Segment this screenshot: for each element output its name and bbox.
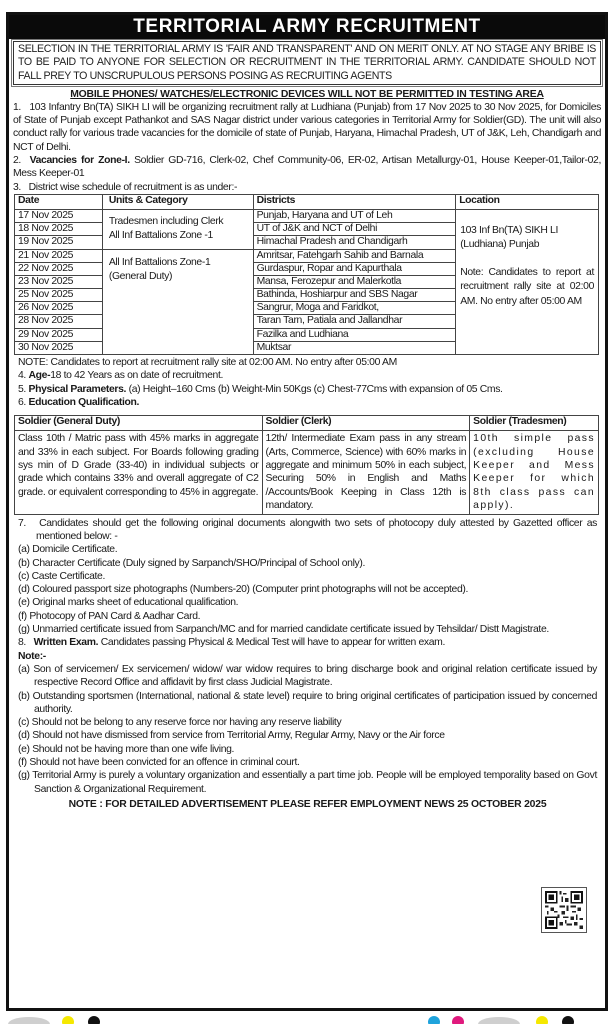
para-6 (18, 396, 597, 409)
item-mark: (d) (18, 730, 30, 742)
schedule-note: NOTE: Candidates to report at recruitment rally site at 02:00 AM. No entry after 05:00 AM (18, 357, 397, 369)
final-note: NOTE : FOR DETAILED ADVERTISEMENT PLEASE REFER EMPLOYMENT NEWS 25 OCTOBER 2025 (68, 798, 547, 810)
item-mark: (g) (18, 624, 30, 636)
schedule-date: 19 Nov 2025 (15, 236, 103, 249)
para-label: Vacancies for Zone-I. (29, 155, 130, 167)
category-line: All Inf Battalions Zone-1 (108, 256, 211, 268)
list-item (18, 756, 597, 769)
schedule-date: 21 Nov 2025 (15, 249, 103, 262)
item-text: Coloured passport size photographs (Numbers-20) (Computer print photographs will not be accepted). (32, 584, 469, 596)
qualification-tradesmen (470, 431, 599, 514)
para-label: Education Qualification. (28, 396, 140, 408)
schedule-date: 23 Nov 2025 (15, 275, 103, 288)
schedule-date: 22 Nov 2025 (15, 262, 103, 275)
schedule-district: Amritsar, Fatehgarh Sahib and Barnala (253, 249, 456, 262)
list-item (18, 716, 597, 729)
para-label: Physical Parameters. (28, 383, 127, 395)
schedule-district: Mansa, Ferozepur and Malerkotla (253, 275, 456, 288)
para-3 (13, 181, 601, 194)
item-text: Domicile Certificate. (32, 544, 118, 556)
para-text: Candidates passing Physical & Medical Test will have to appear for written exam. (100, 637, 446, 649)
list-item (18, 690, 597, 717)
category-line: (General Duty) (108, 270, 173, 282)
item-text: Character Certificate (Duly signed by Sarpanch/SHO/Principal of School only). (32, 557, 366, 569)
list-item (18, 557, 597, 570)
registration-mark-cyan (428, 1016, 440, 1024)
schedule-district: UT of J&K and NCT of Delhi (253, 223, 456, 236)
item-text: Son of servicemen/ Ex servicemen/ widow/ war widow requires to bring discharge book and original relation certificate issued by respective Record Office and affidavit by first class Judicial Magistrate. (33, 663, 597, 689)
location-unit: 103 Inf Bn(TA) SIKH LI (460, 224, 558, 236)
schedule-district: Gurdaspur, Ropar and Kapurthala (253, 262, 456, 275)
list-item (18, 769, 597, 796)
qr-code-icon[interactable] (541, 887, 587, 933)
header-clerk: Soldier (Clerk) (262, 416, 470, 431)
header-date: Date (15, 194, 103, 209)
item-mark: (b) (18, 690, 30, 702)
header-units: Units & Category (102, 194, 253, 209)
schedule-district: Fazilka and Ludhiana (253, 328, 456, 341)
category-tradesmen (102, 209, 253, 249)
schedule-header-row (15, 194, 599, 209)
qualification-table (14, 415, 599, 514)
item-mark: (e) (18, 597, 30, 609)
category-line: All Inf Battalions Zone -1 (108, 230, 213, 242)
item-text: Photocopy of PAN Card & Aadhar Card. (29, 610, 201, 622)
para-number: 8. (18, 637, 26, 649)
item-mark: (g) (18, 770, 30, 782)
para-text: (a) Height–160 Cms (b) Weight-Min 50Kgs (c) Chest-77Cms with expansion of 05 Cms. (128, 383, 503, 395)
item-text: Original marks sheet of educational qualification. (32, 597, 239, 609)
schedule-date: 18 Nov 2025 (15, 223, 103, 236)
schedule-district: Taran Tarn, Patiala and Jallandhar (253, 315, 456, 328)
para-8 (18, 636, 597, 649)
schedule-district: Sangrur, Moga and Faridkot, (253, 302, 456, 315)
qr-code-graphic (545, 891, 583, 929)
para-label: Age- (28, 370, 51, 382)
location-note: Note: Candidates to report at recruitment rally site at 02:00 AM. No entry after 05:00 AM (460, 266, 594, 307)
registration-mark-black (88, 1016, 100, 1024)
schedule-location (456, 209, 599, 354)
location-city: (Ludhiana) Punjab (460, 239, 540, 251)
qualification-tradesmen-text: 10th simple pass (excluding House Keeper and Mess Keeper for which 8th class pass can apply). (473, 433, 595, 512)
schedule-row (15, 209, 599, 222)
item-mark: (d) (18, 584, 30, 596)
header-districts: Districts (253, 194, 456, 209)
para-4 (18, 369, 597, 382)
header-location: Location (456, 194, 599, 209)
category-line: Tradesmen including Clerk (108, 216, 224, 228)
qualification-general-duty: Class 10th / Matric pass with 45% marks in aggregate and 33% in each subject. For Boards following grading sys min of D Grade (33-40) in individual subjects or grade which contains 33% and overall aggregate of C2 grade. or equivalent corresponding to 45% in aggregate. (15, 431, 263, 514)
para-number: 5. (18, 383, 26, 395)
notes-heading (18, 650, 597, 663)
list-item (18, 610, 597, 623)
item-mark: (f) (18, 757, 27, 768)
para-1 (13, 101, 601, 154)
item-text: Territorial Army is purely a voluntary organization and essentially a part time job. People will be employed temporality based on Govt Sanction & Organizational Requirement. (32, 770, 597, 795)
para-text: District wise schedule of recruitment is as under:- (28, 181, 238, 193)
schedule-district: Muktsar (253, 341, 456, 354)
schedule-date: 25 Nov 2025 (15, 289, 103, 302)
schedule-table (14, 194, 599, 355)
schedule-date: 17 Nov 2025 (15, 209, 103, 222)
print-registration-marks (0, 1014, 614, 1024)
registration-mark-yellow (536, 1016, 548, 1024)
item-text: Should not have dismissed from service from Territorial Army, Regular Army, Navy or the Air force (32, 730, 445, 742)
para-number: 1. (13, 101, 21, 113)
item-mark: (c) (18, 717, 30, 729)
list-item (18, 596, 597, 609)
item-text: Unmarried certificate issued from Sarpanch/MC and for married candidate certificate issued by Tehsildar/ Distt Magistrate. (32, 624, 549, 636)
item-mark: (e) (18, 743, 30, 755)
para-number: 4. (18, 370, 26, 382)
ad-title: TERRITORIAL ARMY RECRUITMENT (9, 15, 605, 39)
para-text: 18 to 42 Years as on date of recruitment. (50, 370, 224, 382)
list-item (18, 663, 597, 690)
registration-mark-magenta (452, 1016, 464, 1024)
devices-banner: MOBILE PHONES/ WATCHES/ELECTRONIC DEVICES WILL NOT BE PERMITTED IN TESTING AREA (70, 88, 544, 100)
schedule-district: Himachal Pradesh and Chandigarh (253, 236, 456, 249)
schedule-date: 29 Nov 2025 (15, 328, 103, 341)
schedule-district: Punjab, Haryana and UT of Leh (253, 209, 456, 222)
item-text: Outstanding sportsmen (International, national & state level) require to bring original certificates of participation issued by concerned authority. (32, 690, 597, 715)
para-text: Candidates should get the following original documents alongwith two sets of photocopy duly attested by Gazetted officer as mentioned below: - (36, 517, 597, 542)
schedule-district: Bathinda, Hoshiarpur and SBS Nagar (253, 289, 456, 302)
para-number: 7. (18, 517, 26, 529)
para-2 (13, 154, 601, 181)
item-mark: (b) (18, 557, 30, 569)
registration-mark-yellow (62, 1016, 74, 1024)
qualification-clerk: 12th/ Intermediate Exam pass in any stream (Arts, Commerce, Science) with 60% marks in aggregate and minimum 50% in each subject, Securing 50% in English and Maths /Accounts/Book Keeping in Class 12th is mandatory. (262, 431, 470, 514)
para-text: 103 Infantry Bn(TA) SIKH LI will be organizing recruitment rally at Ludhiana (Punjab) from 17 Nov 2025 to 30 Nov 2025, for Domiciles of State of Punjab except Pathankot and SAS Nagar district under various categories in Territorial Army for Soldier(GD). The unit will also conduct rally for various trade vacancies for the domicile of state of Punjab, Haryana, Himachal Pradesh, UT of J&K, Leh, Chandigarh and NCT of Delhi. (13, 101, 601, 153)
registration-mark-black (562, 1016, 574, 1024)
para-number: 2. (13, 155, 21, 167)
recruitment-advertisement (6, 12, 608, 1011)
para-7 (18, 517, 597, 544)
list-item (18, 543, 597, 556)
list-item (18, 570, 597, 583)
para-text: Soldier GD-716, Clerk-02, Chef Community-06, ER-02, Artisan Metallurgy-01, House Keeper-01,Tailor-02, Mess Keeper-01 (13, 155, 602, 180)
registration-mark-gray (8, 1017, 50, 1024)
item-text: Caste Certificate. (31, 570, 106, 582)
item-mark: (f) (18, 610, 27, 622)
list-item (18, 623, 597, 636)
qualification-row (15, 431, 599, 514)
para-label: Written Exam. (33, 637, 99, 649)
para-5 (18, 383, 597, 396)
list-item (18, 743, 597, 756)
schedule-date: 28 Nov 2025 (15, 315, 103, 328)
item-mark: (a) (18, 663, 30, 675)
header-tradesmen: Soldier (Tradesmen) (470, 416, 599, 431)
list-item (18, 729, 597, 742)
fair-selection-warning: SELECTION IN THE TERRITORIAL ARMY IS 'FAIR AND TRANSPARENT' AND ON MERIT ONLY. AT NO STAGE ANY BRIBE IS TO BE PAID TO ANYONE FOR SELECTION OR RECRUITMENT IN THE TERRITORIAL ARMY. CANDIDATE SHOULD NOT FALL PREY TO UNSCRUPULOUS PERSONS POSING AS RECRUITING AGENTS (13, 41, 601, 85)
item-mark: (c) (18, 570, 30, 582)
notes-list (18, 663, 597, 796)
item-text: Should not have been convicted for an offence in criminal court. (29, 757, 300, 768)
item-mark: (a) (18, 544, 30, 556)
notes-heading-text: Note:- (18, 650, 46, 662)
item-text: Should not be belong to any reserve force nor having any reserve liability (31, 717, 342, 729)
schedule-date: 26 Nov 2025 (15, 302, 103, 315)
header-general-duty: Soldier (General Duty) (15, 416, 263, 431)
list-item (18, 583, 597, 596)
schedule-date: 30 Nov 2025 (15, 341, 103, 354)
item-text: Should not be having more than one wife living. (32, 743, 235, 755)
registration-mark-gray (478, 1017, 520, 1024)
qualification-header-row (15, 416, 599, 431)
para-number: 3. (13, 181, 21, 193)
category-general-duty (102, 249, 253, 355)
documents-list (18, 543, 597, 636)
para-number: 6. (18, 396, 26, 408)
